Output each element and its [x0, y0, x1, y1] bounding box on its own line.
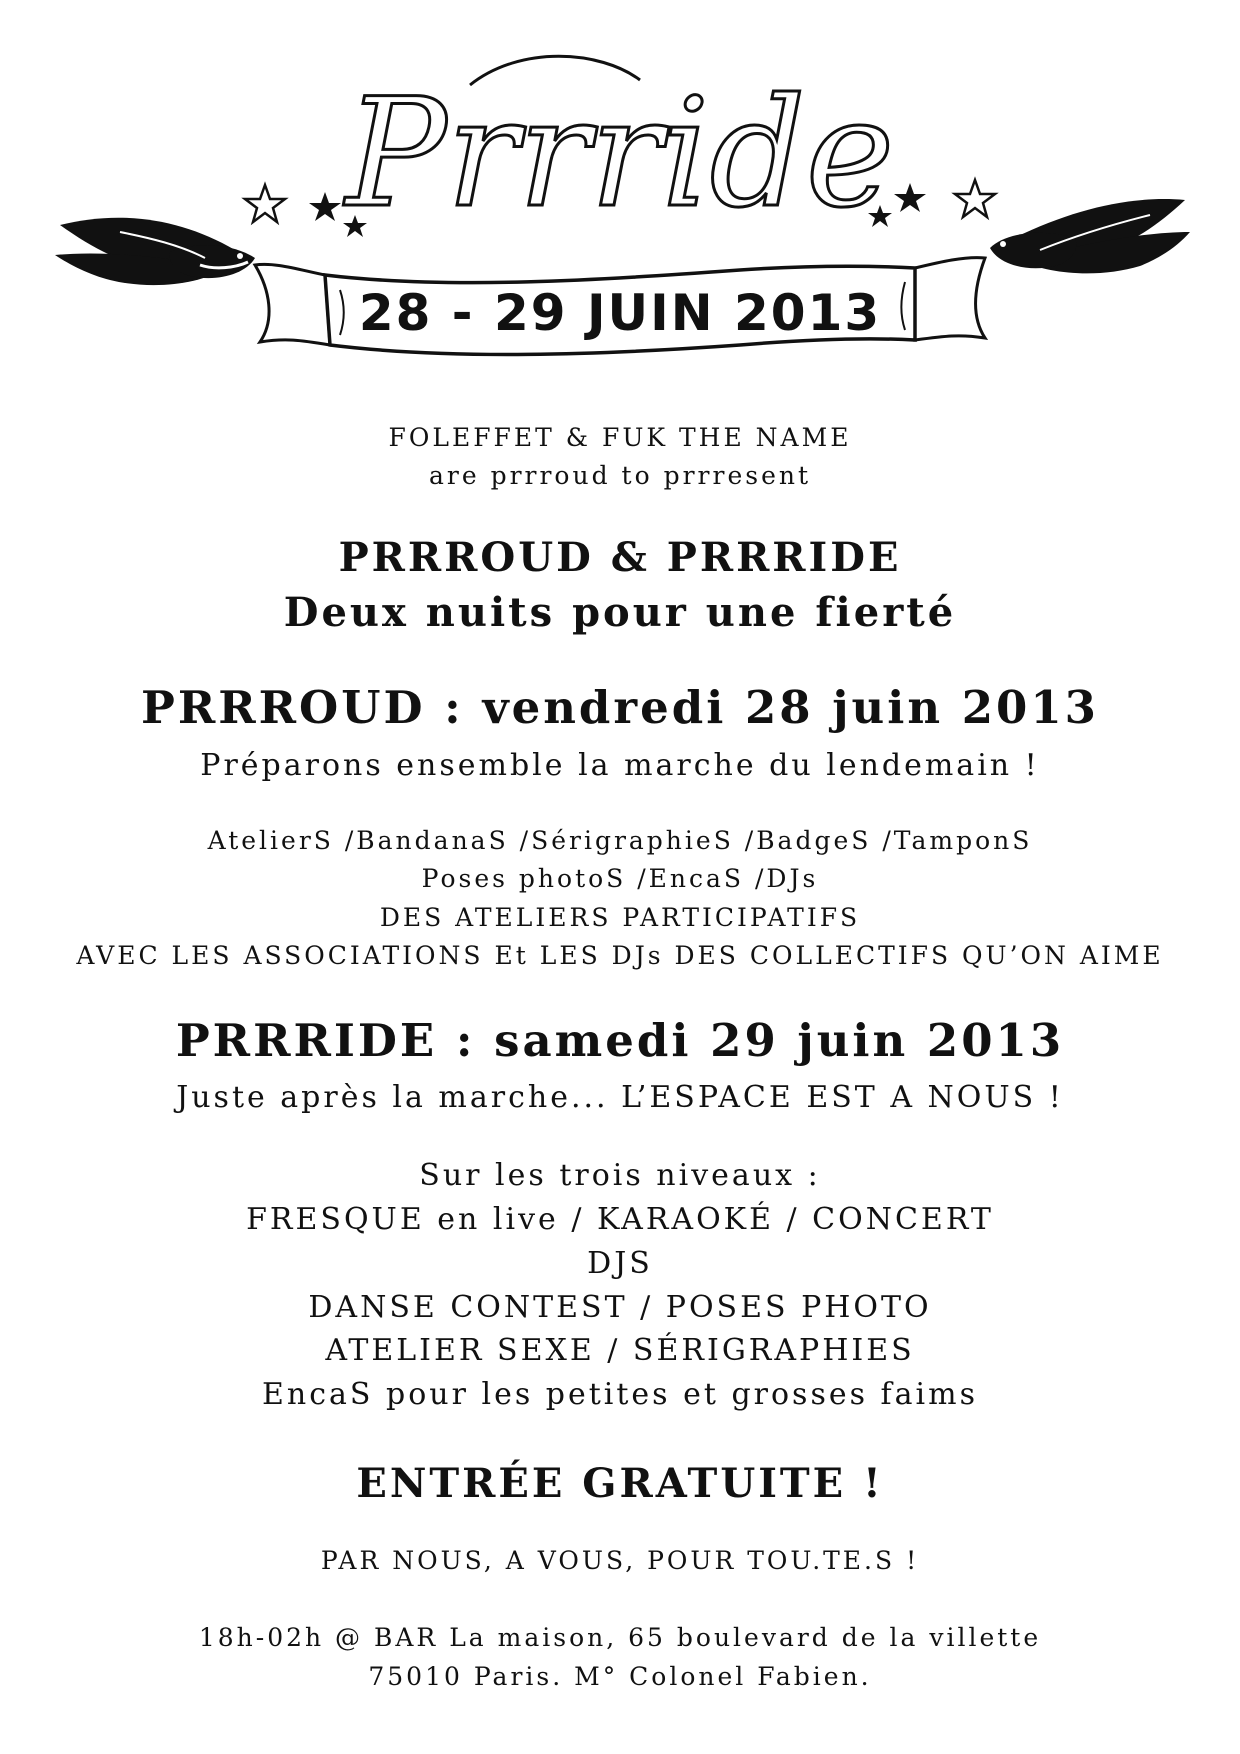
night1-line: Poses photoS /EncaS /DJs	[421, 864, 819, 893]
night2-line: Sur les trois niveaux :	[419, 1158, 821, 1193]
night1-line: AtelierS /BandanaS /SérigraphieS /BadgeS /TamponS	[207, 826, 1033, 855]
night1-line: AVEC LES ASSOCIATIONS Et LES DJs DES COLLECTIFS QU’ON AIME	[76, 941, 1164, 970]
night2-line: ATELIER SEXE / SÉRIGRAPHIES	[325, 1333, 915, 1368]
presenters: FOLEFFET & FUK THE NAME	[388, 423, 852, 452]
venue-line: 18h-02h @ BAR La maison, 65 boulevard de la villette	[198, 1623, 1042, 1652]
night1-intro: Préparons ensemble la marche du lendemain !	[200, 748, 1040, 783]
event-title: PRRROUD & PRRRIDE	[338, 534, 902, 581]
header-illustration	[0, 0, 1240, 380]
venue-line: 75010 Paris. M° Colonel Fabien.	[368, 1662, 872, 1691]
motto: PAR NOUS, A VOUS, POUR TOU.TE.S !	[320, 1546, 920, 1575]
night2-line: FRESQUE en live / KARAOKÉ / CONCERT	[246, 1202, 994, 1237]
left-swallow-icon	[55, 218, 255, 285]
night2-line: DJS	[587, 1246, 653, 1281]
event-subtitle: Deux nuits pour une fierté	[283, 589, 957, 636]
night1-line: DES ATELIERS PARTICIPATIFS	[379, 903, 861, 932]
night2-heading: PRRRIDE : samedi 29 juin 2013	[175, 1014, 1065, 1067]
night1-heading: PRRROUD : vendredi 28 juin 2013	[141, 681, 1099, 734]
night2-intro: Juste après la marche... L’ESPACE EST A NOUS !	[176, 1080, 1064, 1115]
tagline: are prrroud to prrresent	[428, 461, 812, 490]
right-swallow-icon	[990, 199, 1190, 273]
night2-line: DANSE CONTEST / POSES PHOTO	[308, 1290, 932, 1325]
night2-line: EncaS pour les petites et grosses faims	[262, 1377, 978, 1412]
entry-free: ENTRÉE GRATUITE !	[356, 1460, 884, 1507]
banner-date: 28 - 29 JUIN 2013	[358, 284, 882, 342]
prrride-logo: Prrride	[345, 67, 895, 241]
